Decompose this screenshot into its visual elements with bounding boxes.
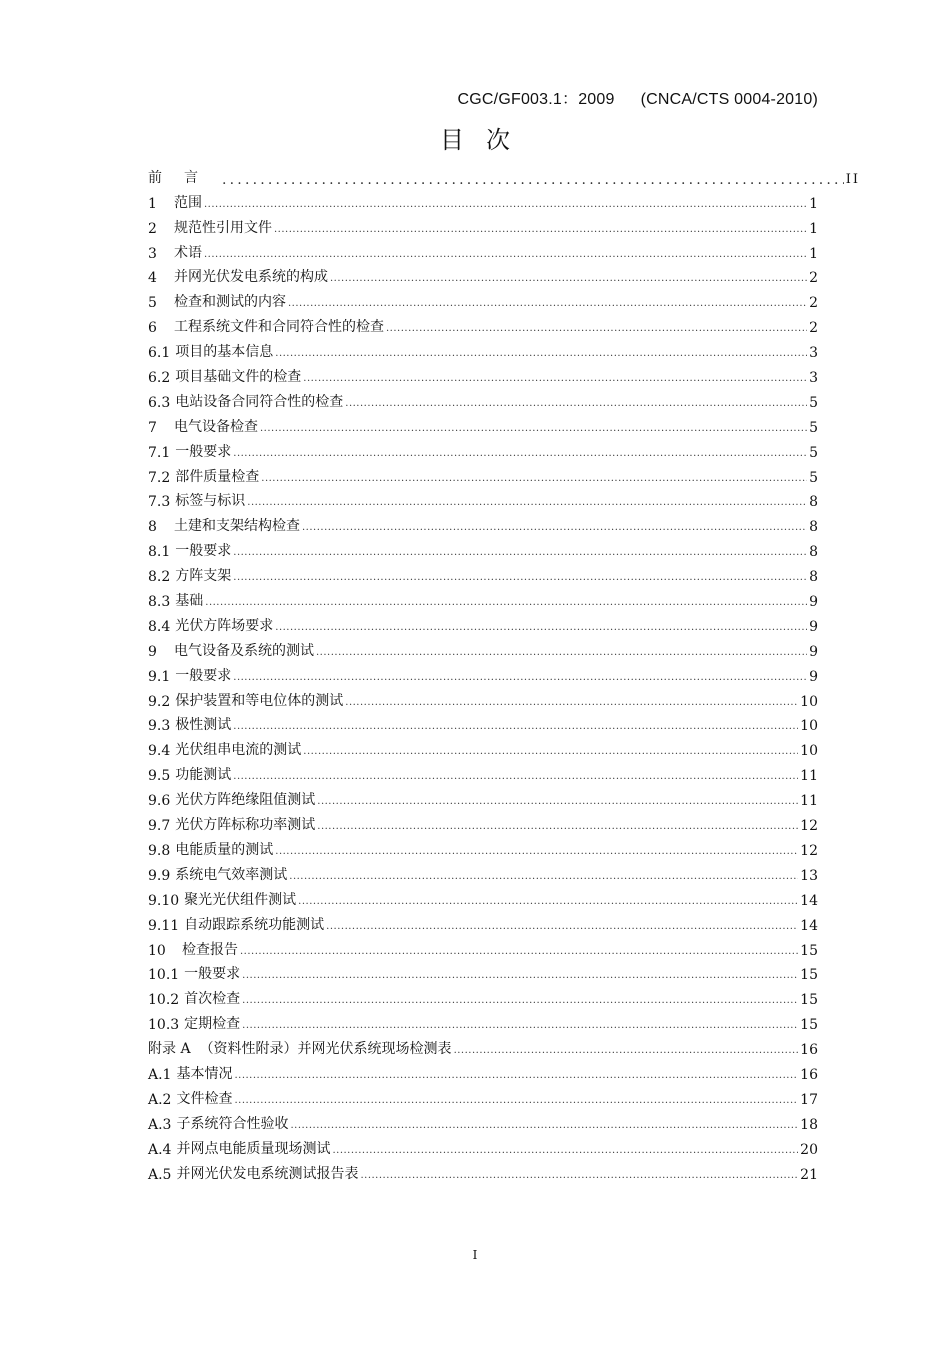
toc-entry[interactable] <box>148 1158 818 1183</box>
toc-entry-number: A.5 <box>148 1166 172 1183</box>
toc-leader-dots <box>240 945 798 959</box>
toc-entry[interactable] <box>148 610 818 635</box>
toc-entry-page: II <box>845 171 860 187</box>
toc-entry-label: 电气设备检查 <box>174 418 258 435</box>
toc-leader-dots <box>242 969 798 983</box>
toc-leader-dots <box>247 496 807 510</box>
toc-leader-dots <box>204 198 807 212</box>
toc-leader-dots <box>233 546 807 560</box>
toc-entry[interactable] <box>148 486 818 511</box>
toc-entry-page: 8 <box>809 494 818 511</box>
toc-entry-number: 9.5 <box>148 768 171 785</box>
toc-entry-page: 15 <box>800 992 818 1009</box>
toc-entry-page: 5 <box>809 444 818 461</box>
toc-entry[interactable] <box>148 311 818 336</box>
toc-entry-number: 6.1 <box>148 345 171 362</box>
toc-leader-dots <box>360 1169 798 1183</box>
toc-entry-number: A.1 <box>148 1066 172 1083</box>
toc-entry-label: 部件质量检查 <box>175 468 260 485</box>
page-title: 目次 <box>440 126 532 154</box>
toc-entry-page: 9 <box>809 643 818 660</box>
toc-entry-label: 系统电气效率测试 <box>175 866 288 883</box>
toc-leader-dots <box>289 870 798 884</box>
toc-entry-number: 10.2 <box>148 992 180 1009</box>
toc-entry-number: 8.1 <box>148 544 171 561</box>
toc-entry[interactable] <box>148 759 818 784</box>
toc-entry-number: 9.7 <box>148 818 171 835</box>
toc-entry-label: 光伏方阵绝缘阻值测试 <box>175 792 316 809</box>
toc-entry-label: 光伏组串电流的测试 <box>175 742 302 759</box>
toc-entry-number: 10.3 <box>148 1017 180 1034</box>
toc-entry[interactable] <box>148 585 818 610</box>
toc-entry-number: 7 <box>148 419 157 436</box>
toc-entry-label: 电气设备及系统的测试 <box>174 642 314 659</box>
toc-entry-page: 15 <box>800 942 818 959</box>
toc-entry-label: 光伏方阵标称功率测试 <box>175 817 316 834</box>
toc-entry-label: 并网点电能质量现场测试 <box>176 1140 331 1157</box>
toc-entry-label: 文件检查 <box>176 1090 233 1107</box>
toc-entry-page: 2 <box>809 270 818 287</box>
toc-entry[interactable] <box>148 1108 818 1133</box>
toc-entry-page: 2 <box>809 320 818 337</box>
toc-leader-dots <box>345 397 807 411</box>
toc-leader-dots <box>298 895 798 909</box>
toc-entry[interactable] <box>148 1033 818 1058</box>
toc-entry-page: 9 <box>809 618 818 635</box>
toc-leader-dots <box>345 696 798 710</box>
toc-entry[interactable] <box>148 934 818 959</box>
toc-leader-dots <box>275 621 807 635</box>
toc-entry-number: 8.4 <box>148 618 171 635</box>
toc-leader-dots <box>454 1044 799 1058</box>
toc-entry[interactable] <box>148 1058 818 1083</box>
toc-entry-label: 标签与标识 <box>175 493 246 510</box>
toc-leader-dots <box>233 571 807 585</box>
toc-leader-dots <box>204 248 807 262</box>
toc-entry-label: 聚光光伏组件测试 <box>184 891 297 908</box>
toc-entry-page: 2 <box>809 295 818 312</box>
toc-entry[interactable] <box>148 262 818 287</box>
toc-leader-dots <box>222 173 844 187</box>
toc-leader-dots <box>274 223 807 237</box>
toc-entry-number: 9.6 <box>148 793 171 810</box>
toc-entry-number: 9.4 <box>148 743 171 760</box>
toc-entry-page: 18 <box>800 1116 818 1133</box>
toc-entry-number: 7.2 <box>148 469 171 486</box>
toc-entry[interactable] <box>148 436 818 461</box>
toc-entry[interactable] <box>148 959 818 984</box>
toc-entry-label: 极性测试 <box>175 717 232 734</box>
toc-leader-dots <box>233 671 807 685</box>
toc-entry[interactable] <box>148 710 818 735</box>
toc-leader-dots <box>290 1119 798 1133</box>
toc-leader-dots <box>288 297 807 311</box>
toc-entry-label: 电站设备合同符合性的检查 <box>175 393 344 410</box>
toc-entry-label: 土建和支架结构检查 <box>174 518 300 535</box>
toc-entry-label: 工程系统文件和合同符合性的检查 <box>174 319 384 336</box>
toc-entry-number: 6 <box>148 320 157 337</box>
toc-leader-dots <box>275 845 798 859</box>
toc-entry-page: 12 <box>800 818 818 835</box>
toc-entry-page: 21 <box>800 1166 818 1183</box>
toc-entry[interactable] <box>148 361 818 386</box>
toc-leader-dots <box>234 1094 798 1108</box>
toc-entry-label: 并网光伏发电系统的构成 <box>174 269 328 286</box>
toc-entry[interactable] <box>148 461 818 486</box>
toc-entry-page: 13 <box>800 867 818 884</box>
toc-entry-number: 4 <box>148 270 157 287</box>
toc-leader-dots <box>302 521 807 535</box>
toc-leader-dots <box>317 820 798 834</box>
toc-entry-label: 检查报告 <box>182 941 238 958</box>
toc-entry-page: 5 <box>809 469 818 486</box>
toc-entry-number: 10.1 <box>148 967 180 984</box>
toc-entry-number: 1 <box>148 195 157 212</box>
toc-entry-number: 9 <box>148 643 157 660</box>
toc-entry-page: 20 <box>800 1141 818 1158</box>
toc-entry[interactable] <box>148 685 818 710</box>
toc-entry-number: 9.10 <box>148 892 180 909</box>
toc-entry-page: 1 <box>809 195 818 212</box>
toc-entry-label: 子系统符合性验收 <box>176 1115 289 1132</box>
toc-entry-number: 2 <box>148 220 157 237</box>
toc-entry[interactable] <box>148 411 818 436</box>
toc-entry-number: 9.9 <box>148 867 171 884</box>
toc-entry-label: 光伏方阵场要求 <box>175 617 274 634</box>
toc-entry[interactable] <box>148 635 818 660</box>
toc-entry-label: 术语 <box>174 244 202 261</box>
toc-leader-dots <box>303 745 798 759</box>
toc-leader-dots <box>303 372 807 386</box>
toc-entry-page: 9 <box>809 594 818 611</box>
toc-entry-label: 项目基础文件的检查 <box>175 369 302 386</box>
toc-leader-dots <box>275 347 807 361</box>
toc-entry-label: 功能测试 <box>175 767 232 784</box>
toc-entry[interactable] <box>148 560 818 585</box>
toc-leader-dots <box>234 1069 798 1083</box>
table-of-contents <box>148 162 860 1183</box>
toc-entry-number: A.3 <box>148 1116 172 1133</box>
toc-leader-dots <box>242 1019 798 1033</box>
toc-entry-label: 检查和测试的内容 <box>174 294 286 311</box>
toc-leader-dots <box>260 422 807 436</box>
toc-entry-number: 8.2 <box>148 569 171 586</box>
toc-entry-number: 9.2 <box>148 693 171 710</box>
toc-entry-page: 8 <box>809 569 818 586</box>
toc-entry-page: 10 <box>800 693 818 710</box>
toc-entry-page: 11 <box>800 768 818 785</box>
toc-entry-number: 10 <box>148 942 166 959</box>
toc-entry-number: 8 <box>148 519 157 536</box>
toc-entry-number: 6.3 <box>148 394 171 411</box>
toc-entry-page: 5 <box>809 394 818 411</box>
alt-doc-code: (CNCA/CTS 0004-2010) <box>640 91 818 108</box>
toc-leader-dots <box>242 994 798 1008</box>
toc-entry-number: 8.3 <box>148 594 171 611</box>
toc-entry-label: （资料性附录）并网光伏系统现场检测表 <box>199 1041 452 1058</box>
toc-entry-number: 3 <box>148 245 157 262</box>
toc-entry-number: 5 <box>148 295 157 312</box>
toc-entry[interactable] <box>148 162 860 187</box>
toc-entry[interactable] <box>148 286 818 311</box>
toc-entry[interactable] <box>148 983 818 1008</box>
toc-entry[interactable] <box>148 784 818 809</box>
toc-entry[interactable] <box>148 660 818 685</box>
toc-entry-number: 7.3 <box>148 494 171 511</box>
toc-entry[interactable] <box>148 809 818 834</box>
toc-entry-page: 17 <box>800 1091 818 1108</box>
document-code-header <box>0 86 818 109</box>
toc-entry-number: 7.1 <box>148 444 171 461</box>
toc-leader-dots <box>233 770 798 784</box>
toc-entry-number: 9.1 <box>148 668 171 685</box>
toc-entry-number: 6.2 <box>148 370 171 387</box>
toc-entry-label: 一般要求 <box>175 543 232 560</box>
toc-leader-dots <box>326 920 798 934</box>
toc-leader-dots <box>316 646 807 660</box>
toc-leader-dots <box>261 472 807 486</box>
toc-entry-label: 并网光伏发电系统测试报告表 <box>176 1165 359 1182</box>
toc-entry-label: 基本情况 <box>176 1065 233 1082</box>
toc-entry-page: 15 <box>800 1017 818 1034</box>
toc-entry-number: 9.11 <box>148 917 180 934</box>
toc-entry-label: 电能质量的测试 <box>175 841 274 858</box>
toc-entry-page: 15 <box>800 967 818 984</box>
toc-entry[interactable] <box>148 187 818 212</box>
toc-leader-dots <box>332 1144 798 1158</box>
toc-entry-page: 16 <box>800 1042 818 1059</box>
toc-entry-number: A.2 <box>148 1091 172 1108</box>
toc-entry-label: 一般要求 <box>175 443 232 460</box>
toc-entry-page: 8 <box>809 519 818 536</box>
toc-entry-page: 14 <box>800 892 818 909</box>
toc-entry[interactable] <box>148 510 818 535</box>
toc-entry-number: A.4 <box>148 1141 172 1158</box>
toc-leader-dots <box>317 795 798 809</box>
toc-entry[interactable] <box>148 212 818 237</box>
toc-entry-label: 范围 <box>174 194 202 211</box>
toc-entry[interactable] <box>148 1133 818 1158</box>
doc-code: CGC/GF003.1：2009 <box>457 91 615 108</box>
toc-entry-page: 5 <box>809 419 818 436</box>
toc-entry-label: 规范性引用文件 <box>174 219 272 236</box>
toc-entry-number: 附录 A <box>148 1041 191 1058</box>
toc-entry[interactable] <box>148 1008 818 1033</box>
toc-entry-label: 方阵支架 <box>175 568 232 585</box>
toc-entry[interactable] <box>148 1083 818 1108</box>
toc-entry-label: 前言 <box>148 169 220 186</box>
toc-entry-label: 保护装置和等电位体的测试 <box>175 692 344 709</box>
toc-entry-label: 定期检查 <box>184 1016 241 1033</box>
toc-entry-label: 基础 <box>175 593 204 610</box>
toc-entry[interactable] <box>148 237 818 262</box>
toc-entry-page: 12 <box>800 842 818 859</box>
toc-entry[interactable] <box>148 386 818 411</box>
toc-entry-page: 1 <box>809 245 818 262</box>
toc-entry-page: 16 <box>800 1066 818 1083</box>
toc-entry-page: 3 <box>809 345 818 362</box>
toc-entry[interactable] <box>148 909 818 934</box>
toc-entry[interactable] <box>148 834 818 859</box>
toc-leader-dots <box>330 272 807 286</box>
toc-entry-page: 1 <box>809 220 818 237</box>
toc-entry-page: 8 <box>809 544 818 561</box>
toc-entry-label: 一般要求 <box>175 667 232 684</box>
toc-leader-dots <box>386 322 807 336</box>
toc-entry-page: 11 <box>800 793 818 810</box>
toc-entry-page: 10 <box>800 718 818 735</box>
toc-entry[interactable] <box>148 535 818 560</box>
toc-entry-page: 14 <box>800 917 818 934</box>
toc-entry[interactable] <box>148 859 818 884</box>
toc-leader-dots <box>205 596 807 610</box>
toc-entry[interactable] <box>148 734 818 759</box>
toc-entry-label: 自动跟踪系统功能测试 <box>184 916 325 933</box>
toc-entry-label: 项目的基本信息 <box>175 344 274 361</box>
page-number: I <box>472 1248 478 1262</box>
toc-entry[interactable] <box>148 336 818 361</box>
toc-entry-label: 首次检查 <box>184 991 241 1008</box>
toc-leader-dots <box>233 447 807 461</box>
toc-entry-number: 9.8 <box>148 842 171 859</box>
toc-entry-page: 9 <box>809 668 818 685</box>
toc-entry-page: 10 <box>800 743 818 760</box>
toc-entry-page: 3 <box>809 370 818 387</box>
toc-entry[interactable] <box>148 884 818 909</box>
toc-leader-dots <box>233 720 798 734</box>
toc-entry-label: 一般要求 <box>184 966 241 983</box>
toc-entry-number: 9.3 <box>148 718 171 735</box>
